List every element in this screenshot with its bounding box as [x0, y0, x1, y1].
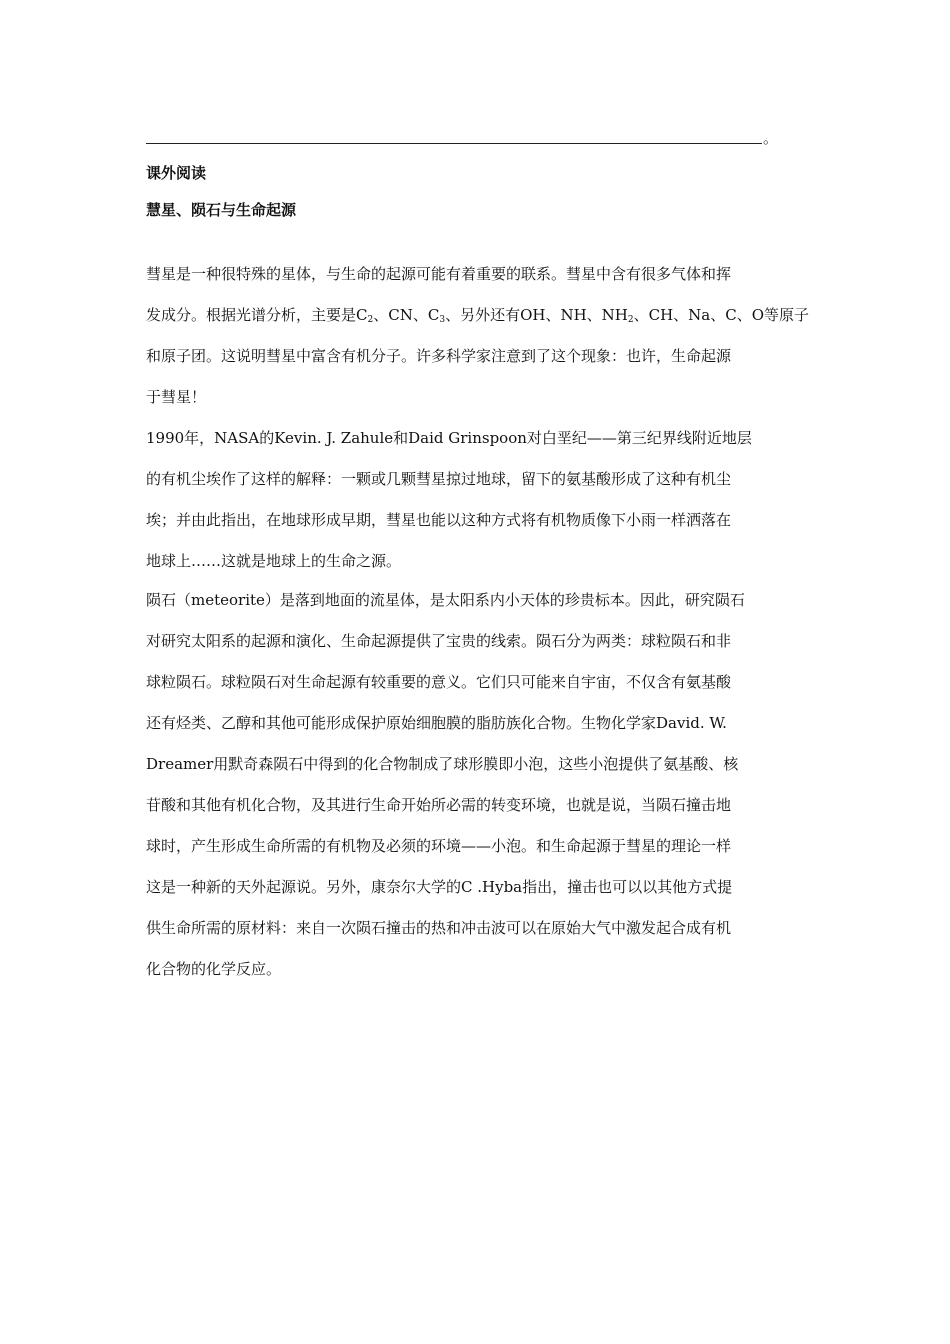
subscript: 3 [439, 315, 446, 325]
text-segment: 发成分。根据光谱分析，主要是 [146, 306, 357, 324]
paragraph-line: 球粒陨石。球粒陨石对生命起源有较重要的意义。它们只可能来自宇宙，不仅含有氨基酸 [146, 673, 732, 691]
paragraph-line: 陨石（meteorite）是落到地面的流星体，是太阳系内小天体的珍贵标本。因此，研究陨石 [146, 591, 745, 609]
text-segment: 、CH、Na、C、O等原子 [633, 306, 809, 324]
paragraph-line: 球时，产生形成生命所需的有机物及必须的环境——小泡。和生命起源于彗星的理论一样 [146, 837, 732, 855]
paragraph-comets [146, 254, 809, 418]
paragraph-line: 这是一种新的天外起源说。另外，康奈尔大学的C .Hyba指出，撞击也可以以其他方式提 [146, 878, 733, 896]
answer-blank-line [146, 143, 762, 144]
paragraph-line: 苷酸和其他有机化合物，及其进行生命开始所必需的转变环境，也就是说，当陨石撞击地 [146, 796, 732, 814]
formula-c: $C_2$ [356, 306, 374, 325]
formula-c3: $C_3$ [427, 306, 446, 325]
paragraph-line: 彗星是一种很特殊的星体，与生命的起源可能有着重要的联系。彗星中含有很多气体和挥 [146, 265, 732, 283]
paragraph-line: 于彗星！ [146, 388, 207, 406]
paragraph-line: Dreamer用默奇森陨石中得到的化合物制成了球形膜即小泡，这些小泡提供了氨基酸、核 [146, 755, 739, 773]
paragraph-line: 化合物的化学反应。 [146, 960, 282, 978]
paragraph-line: 对研究太阳系的起源和演化、生命起源提供了宝贵的线索。陨石分为两类：球粒陨石和非 [146, 632, 732, 650]
subscript: 2 [367, 315, 374, 325]
paragraph-nasa [146, 418, 809, 582]
paragraph-line: 的有机尘埃作了这样的解释：一颗或几颗彗星掠过地球，留下的氨基酸形成了这种有机尘 [146, 470, 732, 488]
paragraph-line: 埃；并由此指出，在地球形成早期，彗星也能以这种方式将有机物质像下小雨一样洒落在 [146, 511, 732, 529]
section-title: 课外阅读 [146, 164, 207, 182]
paragraph-line: 和原子团。这说明彗星中富含有机分子。许多科学家注意到了这个现象：也许，生命起源 [146, 347, 732, 365]
text-segment: 、另外还有OH、NH、NH [445, 306, 628, 324]
paragraph-meteorites [146, 580, 809, 990]
text-segment: 、CN、 [373, 306, 428, 324]
paragraph-line: 地球上……这就是地球上的生命之源。 [146, 552, 402, 570]
paragraph-line: 还有烃类、乙醇和其他可能形成保护原始细胞膜的脂肪族化合物。生物化学家David. W. [146, 714, 727, 732]
paragraph-line [146, 295, 809, 336]
answer-line-period: 。 [763, 129, 779, 147]
paragraph-line: 1990年，NASA的Kevin. J. Zahule和Daid Grinspoon对白垩纪——第三纪界线附近地层 [146, 429, 752, 447]
article-title: 慧星、陨石与生命起源 [146, 201, 297, 219]
subscript: 2 [627, 315, 634, 325]
paragraph-line: 供生命所需的原材料：来自一次陨石撞击的热和冲击波可以在原始大气中激发起合成有机 [146, 919, 732, 937]
